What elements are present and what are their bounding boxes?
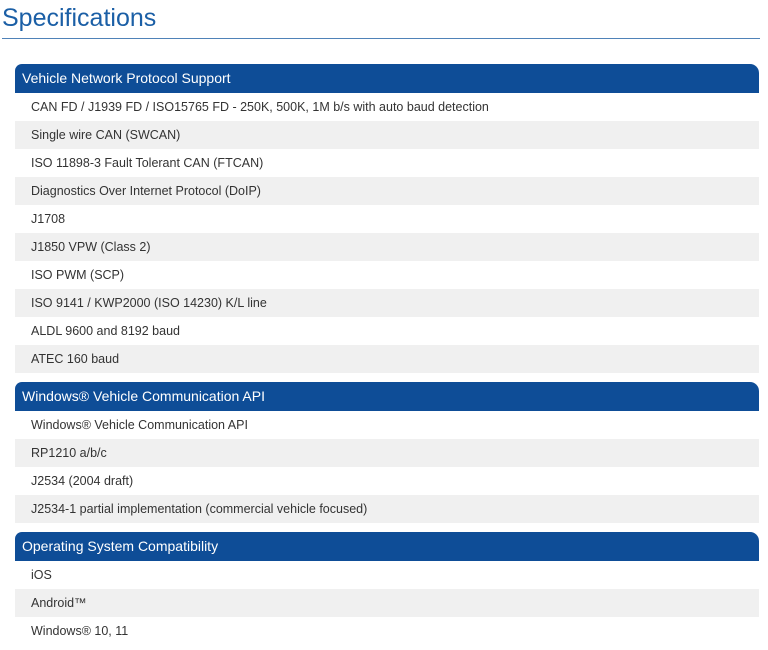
spec-row: J2534 (2004 draft) [15, 467, 759, 495]
spec-row: ATEC 160 baud [15, 345, 759, 373]
spec-row: ISO PWM (SCP) [15, 261, 759, 289]
page-title: Specifications [2, 4, 157, 32]
spec-row: iOS [15, 561, 759, 589]
title-divider [2, 38, 760, 39]
spec-row: ISO 9141 / KWP2000 (ISO 14230) K/L line [15, 289, 759, 317]
spec-row: ALDL 9600 and 8192 baud [15, 317, 759, 345]
spec-row: Windows® 10, 11 [15, 617, 759, 645]
spec-row: J2534-1 partial implementation (commercial vehicle focused) [15, 495, 759, 523]
spec-row: J1708 [15, 205, 759, 233]
section-header: Vehicle Network Protocol Support [15, 64, 759, 93]
section-windows-vehicle-communication-api [15, 382, 759, 523]
spec-row: J1850 VPW (Class 2) [15, 233, 759, 261]
section-operating-system-compatibility [15, 532, 759, 645]
spec-row: CAN FD / J1939 FD / ISO15765 FD - 250K, 500K, 1M b/s with auto baud detection [15, 93, 759, 121]
spec-row: Single wire CAN (SWCAN) [15, 121, 759, 149]
spec-row: ISO 11898-3 Fault Tolerant CAN (FTCAN) [15, 149, 759, 177]
spec-row: RP1210 a/b/c [15, 439, 759, 467]
spec-row: Diagnostics Over Internet Protocol (DoIP) [15, 177, 759, 205]
spec-row: Windows® Vehicle Communication API [15, 411, 759, 439]
section-header: Operating System Compatibility [15, 532, 759, 561]
section-header: Windows® Vehicle Communication API [15, 382, 759, 411]
section-vehicle-network-protocol-support [15, 64, 759, 373]
spec-row: Android™ [15, 589, 759, 617]
